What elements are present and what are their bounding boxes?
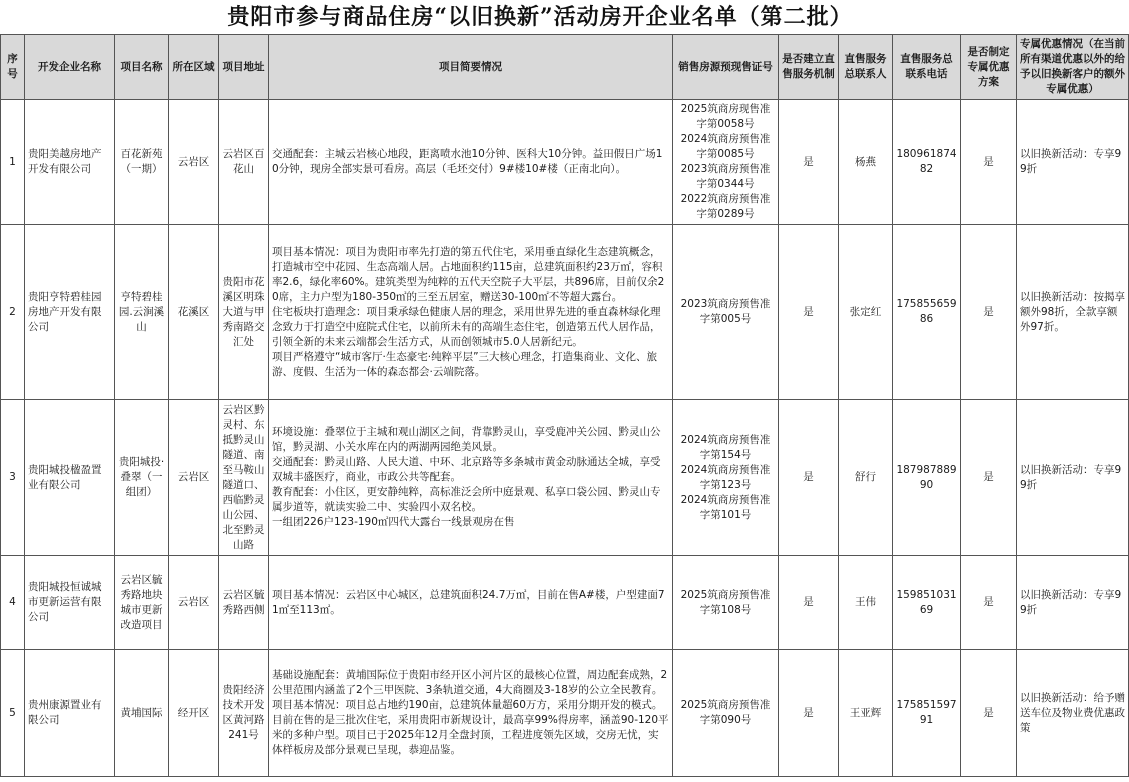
header-district: 所在区域	[169, 35, 219, 100]
license-number: 2024筑商房预售准字第123号	[680, 463, 771, 491]
cell-contact: 张定红	[839, 225, 893, 400]
cell-summary	[269, 100, 673, 225]
license-number: 2024筑商房预售准字第101号	[680, 493, 771, 521]
cell-seq: 2	[1, 225, 25, 400]
license-number: 2024筑商房预售准字第154号	[680, 433, 771, 461]
table-row	[1, 650, 1129, 777]
summary-paragraph: 住宅板块打造理念：项目秉承绿色健康人居的理念，采用世界先进的垂直森林绿化理念致力于打造空中庭院式住宅，以前所未有的高端生态住宅，创造第五代人居作品，引领全新的未来云端都会生活方式，从而创领城市5.0人居新纪元。	[272, 305, 661, 348]
cell-summary	[269, 225, 673, 400]
cell-developer: 贵州康源置业有限公司	[25, 650, 115, 777]
header-direct-mechanism: 是否建立直售服务机制	[779, 35, 839, 100]
summary-paragraph: 一组团226户123-190㎡四代大露台一线景观房在售	[272, 516, 515, 528]
cell-license	[673, 225, 779, 400]
summary-paragraph: 环境设施：叠翠位于主城和观山湖区之间，背靠黔灵山，享受鹿冲关公园、黔灵山公馆，黔灵湖、小关水库在内的两湖两园绝美风景。	[272, 426, 661, 453]
header-special-plan: 是否制定专属优惠方案	[961, 35, 1017, 100]
header-contact: 直售服务总联系人	[839, 35, 893, 100]
header-project: 项目名称	[115, 35, 169, 100]
table-row	[1, 556, 1129, 650]
cell-project: 黄埔国际	[115, 650, 169, 777]
license-number: 2023筑商房预售准字第0344号	[680, 163, 771, 190]
license-number: 2025筑商房预售准字第108号	[680, 588, 771, 616]
cell-contact: 舒行	[839, 400, 893, 556]
cell-special-offer: 以旧换新活动：专享99折	[1017, 100, 1129, 225]
summary-paragraph: 项目严格遵守“城市客厅·生态豪宅·纯粹平层”三大核心理念，打造集商业、文化、旅游、度假、生活为一体的森态都会·云端院落。	[272, 350, 658, 378]
table-row	[1, 225, 1129, 400]
cell-contact: 王亚辉	[839, 650, 893, 777]
cell-developer: 贵阳亨特碧桂园房地产开发有限公司	[25, 225, 115, 400]
cell-summary	[269, 650, 673, 777]
cell-phone: 15985103169	[893, 556, 961, 650]
license-number: 2025筑商房预售准字第090号	[680, 699, 771, 726]
header-developer: 开发企业名称	[25, 35, 115, 100]
cell-project: 百花新苑（一期）	[115, 100, 169, 225]
cell-special-plan: 是	[961, 556, 1017, 650]
cell-phone: 17585565986	[893, 225, 961, 400]
cell-contact: 王伟	[839, 556, 893, 650]
license-number: 2024筑商房预售准字第0085号	[680, 133, 771, 160]
cell-developer: 贵阳城投恒诚城市更新运营有限公司	[25, 556, 115, 650]
cell-developer: 贵阳美越房地产开发有限公司	[25, 100, 115, 225]
header-address: 项目地址	[219, 35, 269, 100]
license-number: 2023筑商房预售准字第005号	[680, 298, 771, 325]
cell-special-plan: 是	[961, 650, 1017, 777]
cell-special-plan: 是	[961, 400, 1017, 556]
summary-paragraph: 教育配套：小住区，更安静纯粹，高标准泛会所中庭景观、私享口袋公园、黔灵山专属步道等，就读实验二中、实验四小双名校。	[272, 486, 661, 513]
cell-address: 云岩区毓秀路西侧	[219, 556, 269, 650]
cell-phone: 18096187482	[893, 100, 961, 225]
license-number: 2022筑商房预售准字第0289号	[680, 193, 771, 220]
cell-summary	[269, 400, 673, 556]
cell-special-plan: 是	[961, 225, 1017, 400]
cell-district: 经开区	[169, 650, 219, 777]
cell-seq: 4	[1, 556, 25, 650]
cell-district: 花溪区	[169, 225, 219, 400]
cell-summary	[269, 556, 673, 650]
developer-list-table	[0, 34, 1129, 777]
summary-paragraph: 项目基本情况：云岩区中心城区，总建筑面积24.7万㎡，目前在售A#楼，户型建面71㎡至113㎡。	[272, 588, 665, 616]
cell-developer: 贵阳城投楹盈置业有限公司	[25, 400, 115, 556]
cell-license	[673, 650, 779, 777]
summary-paragraph: 基础设施配套：黄埔国际位于贵阳市经开区小河片区的最核心位置，周边配套成熟，2公里范围内涵盖了2个三甲医院、3条轨道交通，4大商圈及3-18岁的公立全民教育。	[272, 669, 668, 696]
cell-special-offer: 以旧换新活动：给予赠送车位及物业费优惠政策	[1017, 650, 1129, 777]
cell-direct-mechanism: 是	[779, 400, 839, 556]
cell-special-offer: 以旧换新活动：按揭享额外98折，全款享额外97折。	[1017, 225, 1129, 400]
cell-district: 云岩区	[169, 400, 219, 556]
cell-seq: 3	[1, 400, 25, 556]
cell-address: 云岩区百花山	[219, 100, 269, 225]
document-title: 贵阳市参与商品住房“以旧换新”活动房开企业名单（第二批）	[227, 4, 853, 30]
header-special-offer: 专属优惠情况（在当前所有渠道优惠以外的给予以旧换新客户的额外专属优惠）	[1017, 35, 1129, 100]
cell-project: 贵阳城投·叠翠（一组团）	[115, 400, 169, 556]
table-body	[1, 100, 1129, 777]
cell-direct-mechanism: 是	[779, 650, 839, 777]
table-header	[1, 35, 1129, 100]
cell-special-offer: 以旧换新活动：专享99折	[1017, 556, 1129, 650]
header-summary: 项目简要情况	[269, 35, 673, 100]
header-phone: 直售服务总联系电话	[893, 35, 961, 100]
cell-contact: 杨燕	[839, 100, 893, 225]
cell-special-plan: 是	[961, 100, 1017, 225]
cell-direct-mechanism: 是	[779, 556, 839, 650]
cell-license	[673, 100, 779, 225]
cell-direct-mechanism: 是	[779, 225, 839, 400]
header-seq: 序号	[1, 35, 25, 100]
cell-district: 云岩区	[169, 556, 219, 650]
cell-phone: 18798788990	[893, 400, 961, 556]
cell-seq: 1	[1, 100, 25, 225]
summary-paragraph: 项目基本情况：项目总占地约190亩，总建筑体量超60万方，采用分期开发的模式。目前在售的是三批次住宅，采用贵阳市新规设计，最高享99%得房率，涵盖90-120平米的多种户型。项目已于2025年12月全盘封顶，工程进度领先区域，交房无忧，实体样板房及部分景观已呈现，恭迎品鉴。	[272, 699, 669, 756]
cell-direct-mechanism: 是	[779, 100, 839, 225]
cell-license	[673, 400, 779, 556]
cell-seq: 5	[1, 650, 25, 777]
summary-paragraph: 交通配套：黔灵山路、人民大道、中环、北京路等多条城市黄金动脉通达全城，享受双城丰盛医疗，商业，市政公共等配套。	[272, 456, 661, 483]
summary-paragraph: 交通配套：主城云岩核心地段，距离喷水池10分钟、医科大10分钟。益田假日广场10分钟，现房全部实景可看房。高层（毛坯交付）9#楼10#楼（正南北向）。	[272, 148, 663, 175]
header-license: 销售房源预现售证号	[673, 35, 779, 100]
license-number: 2025筑商房现售准字第0058号	[680, 103, 771, 130]
cell-address: 贵阳经济技术开发区黄河路241号	[219, 650, 269, 777]
cell-district: 云岩区	[169, 100, 219, 225]
cell-project: 亨特碧桂园.云涧溪山	[115, 225, 169, 400]
summary-paragraph: 项目基本情况：项目为贵阳市率先打造的第五代住宅，采用垂直绿化生态建筑概念，打造城市空中花园、生态高端人居。占地面积约115亩，总建筑面积约23万㎡，容积率2.6，绿化率60%。建筑类型为纯粹的五代天空院子大平层，共896席，目前仅余20席，主力户型为180-350㎡的三至五居室，赠送30-100㎡不等超大露台。	[272, 245, 665, 303]
cell-address: 云岩区黔灵村、东抵黔灵山隧道、南至马鞍山隧道口、西临黔灵山公园、北至黔灵山路	[219, 400, 269, 556]
cell-special-offer: 以旧换新活动：专享99折	[1017, 400, 1129, 556]
cell-address: 贵阳市花溪区明珠大道与甲秀南路交汇处	[219, 225, 269, 400]
table-row	[1, 100, 1129, 225]
cell-project: 云岩区毓秀路地块城市更新改造项目	[115, 556, 169, 650]
cell-phone: 17585159791	[893, 650, 961, 777]
table-row	[1, 400, 1129, 556]
cell-license	[673, 556, 779, 650]
